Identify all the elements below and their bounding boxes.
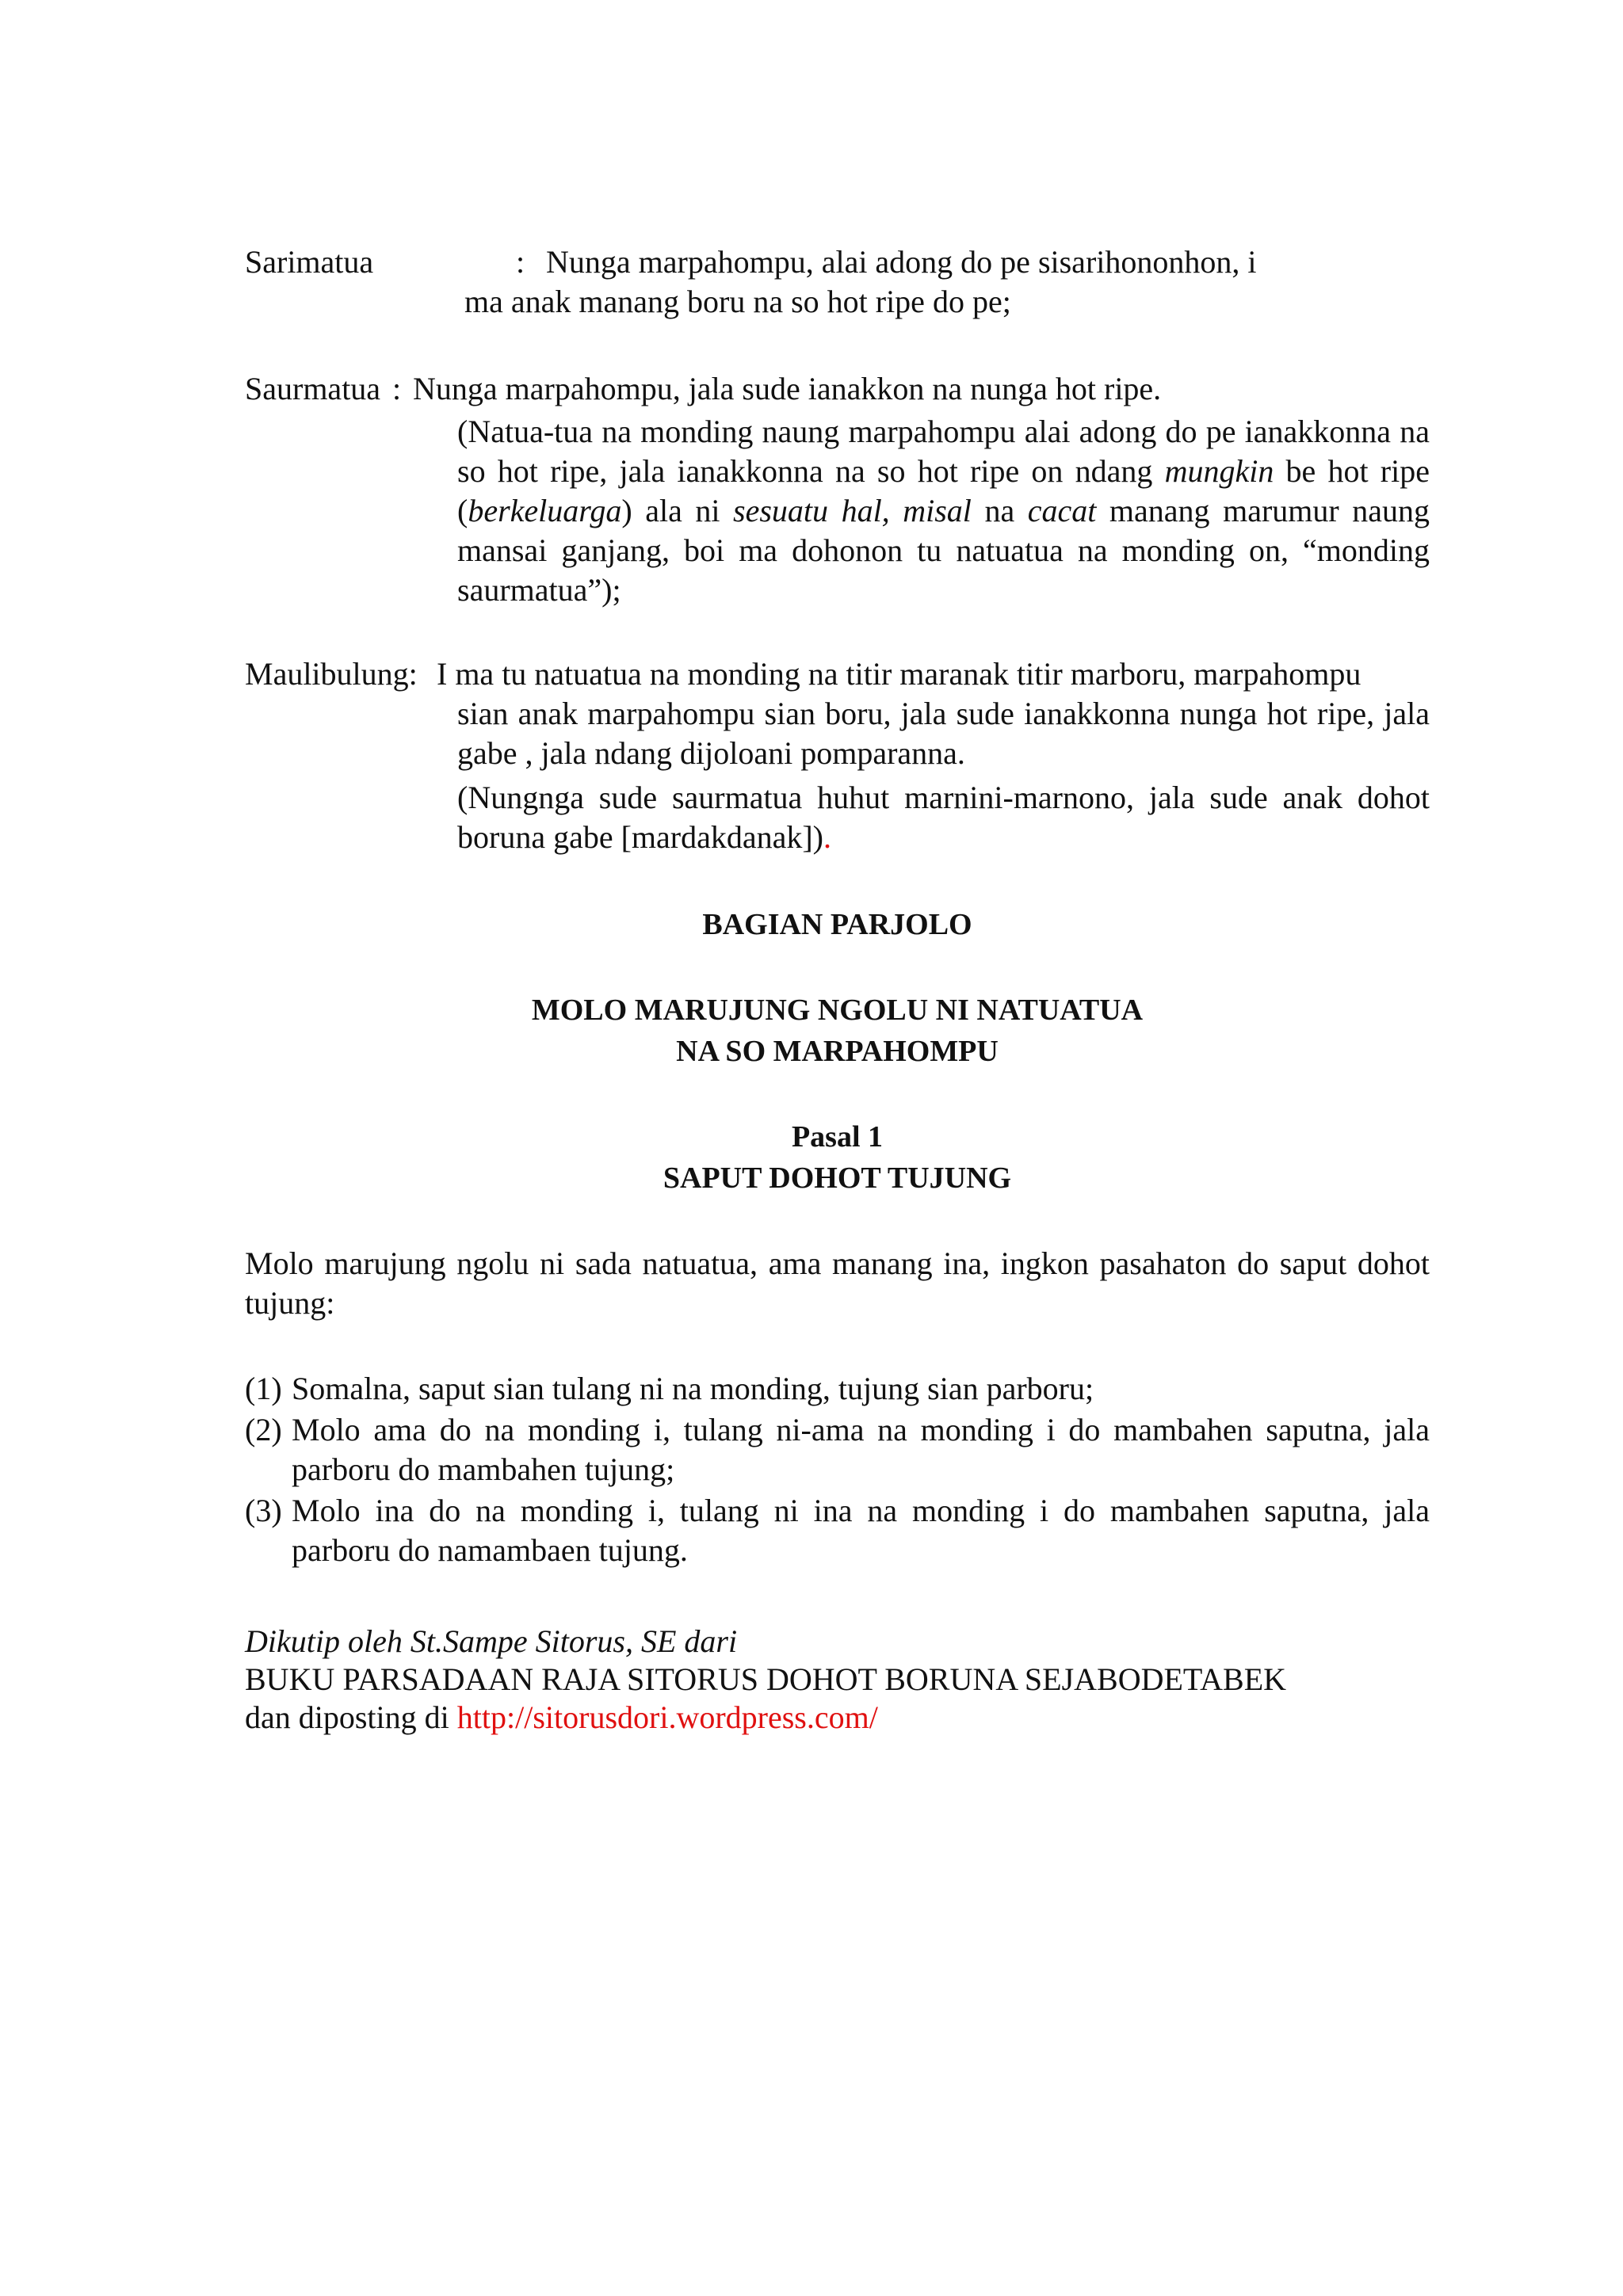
list-text: Molo ina do na monding i, tulang ni ina na monding i do mambahen saputna, jala parboru do namambaen tujung. [292,1493,1430,1568]
list-number: (2) [245,1412,282,1447]
source-link[interactable]: http://sitorusdori.wordpress.com/ [456,1699,878,1735]
citation-footer [245,1623,1430,1737]
list-number: (1) [245,1371,282,1406]
posted-line: dan diposting di http://sitorusdori.wordpress.com/ [245,1699,878,1735]
title-line-1: MOLO MARUJUNG NGOLU NI NATUATUA [531,994,1144,1027]
def-note: (Nungnga sude saurmatua huhut marnini-marnono, jala sude anak dohot boruna gabe [mardakdanak]). [457,780,1430,855]
book-title-line: BUKU PARSADAAN RAJA SITORUS DOHOT BORUNA SEJABODETABEK [245,1661,1287,1697]
pasal-title: SAPUT DOHOT TUJUNG [663,1161,1012,1195]
numbered-list [245,1369,1430,1570]
list-text: Somalna, saput sian tulang ni na monding, tujung sian parboru; [292,1371,1094,1406]
term-sarimatua: Sarimatua [245,244,374,280]
def-text: Nunga marpahompu, alai adong do pe sisarihononhon, i [546,244,1257,280]
quoted-by-line: Dikutip oleh St.Sampe Sitorus, SE dari [245,1623,738,1659]
part-heading: BAGIAN PARJOLO [702,908,972,941]
pasal-number: Pasal 1 [791,1120,884,1154]
list-item [245,1369,1430,1409]
def-text: Nunga marpahompu, jala sude ianakkon na nunga hot ripe. [413,371,1162,406]
def-sarimatua [245,242,1430,322]
def-saurmatua [245,369,1430,610]
def-text-cont: ma anak manang boru na so hot ripe do pe; [464,284,1011,319]
list-item [245,1491,1430,1570]
list-item [245,1410,1430,1489]
def-maulibulung [245,654,1430,857]
term-saurmatua: Saurmatua [245,371,381,406]
list-number: (3) [245,1493,282,1528]
title-line-2: NA SO MARPAHOMPU [676,1035,999,1068]
def-text: I ma tu natuatua na monding na titir maranak titir marboru, marpahompu [437,656,1361,692]
list-text: Molo ama do na monding i, tulang ni-ama na monding i do mambahen saputna, jala parboru do mambahen tujung; [292,1412,1430,1487]
def-note: (Natua-tua na monding naung marpahompu alai adong do pe ianakkonna na so hot ripe, jala ianakkonna na so hot ripe on ndang mungkin be hot ripe (berkeluarga) ala ni sesuatu hal, misal na cacat manang marumur naung mansai ganjang, boi ma dohonon tu natuatua na monding on, “monding saurmatua”); [457,414,1430,608]
intro-paragraph: Molo marujung ngolu ni sada natuatua, ama manang ina, ingkon pasahaton do saput dohot tujung: [245,1245,1430,1321]
term-separator: : [392,371,402,406]
def-text-cont: sian anak marpahompu sian boru, jala sude ianakkonna nunga hot ripe, jala gabe , jala ndang dijoloani pomparanna. [457,696,1430,771]
term-separator: : [516,244,525,280]
term-maulibulung: Maulibulung: [245,656,418,692]
